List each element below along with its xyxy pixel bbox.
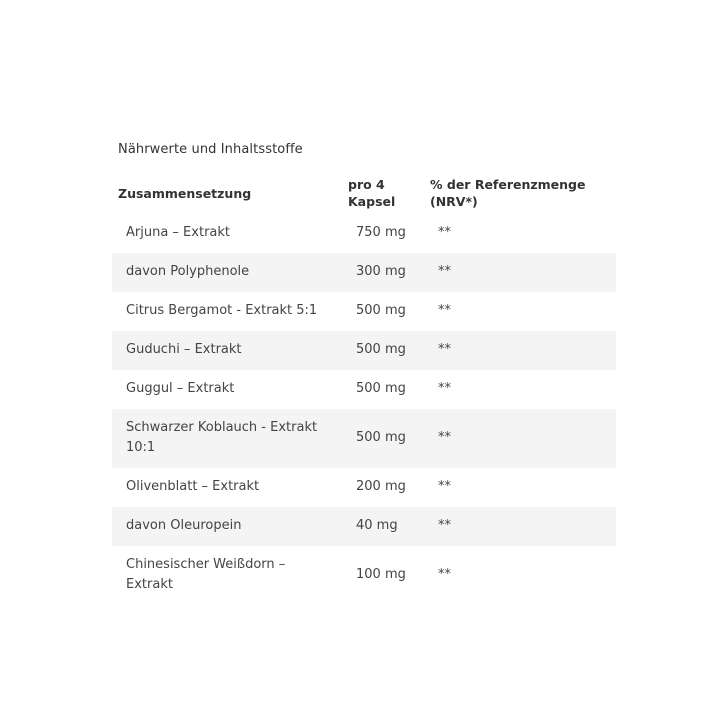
ingredient-name: Guduchi – Extrakt (112, 331, 342, 370)
ingredient-amount: 500 mg (342, 331, 424, 370)
table-row (112, 214, 616, 253)
ingredient-amount: 100 mg (356, 567, 406, 582)
header-nrv: % der Referenzmenge (NRV*) (430, 177, 586, 209)
ingredient-nrv: ** (424, 331, 616, 370)
ingredient-name: Olivenblatt – Extrakt (126, 479, 260, 494)
ingredient-amount: 500 mg (356, 303, 406, 318)
table-caption: Nährwerte und Inhaltsstoffe (118, 142, 303, 157)
ingredient-amount: 200 mg (356, 479, 406, 494)
ingredient-name: davon Oleuropein (112, 507, 342, 546)
ingredient-nrv: ** (438, 303, 451, 318)
ingredient-name: Schwarzer Koblauch - Extrakt 10:1 (112, 409, 342, 468)
ingredient-nrv: ** (424, 507, 616, 546)
table-row (112, 468, 616, 507)
table-row (112, 507, 616, 546)
table-row (112, 331, 616, 370)
ingredient-name: davon Polyphenole (112, 253, 342, 292)
table-header-row (112, 170, 616, 214)
ingredient-name: Citrus Bergamot - Extrakt 5:1 (126, 303, 318, 318)
ingredient-nrv: ** (438, 381, 451, 396)
ingredient-nrv: ** (438, 567, 451, 582)
ingredient-amount: 40 mg (342, 507, 424, 546)
ingredient-amount: 500 mg (356, 381, 406, 396)
ingredient-name: Arjuna – Extrakt (126, 225, 230, 240)
table-row (112, 409, 616, 468)
ingredient-nrv: ** (438, 225, 451, 240)
nutrition-table (112, 170, 616, 605)
ingredient-name: Guggul – Extrakt (126, 381, 235, 396)
header-per-dose: pro 4 Kapsel (348, 177, 396, 209)
table-row (112, 292, 616, 331)
table-row (112, 253, 616, 292)
ingredient-amount: 750 mg (356, 225, 406, 240)
header-composition: Zusammensetzung (118, 185, 252, 201)
ingredient-amount: 300 mg (342, 253, 424, 292)
ingredient-nrv: ** (424, 409, 616, 468)
table-row (112, 546, 616, 605)
ingredient-name: Chinesischer Weißdorn – Extrakt (126, 557, 286, 592)
table-row (112, 370, 616, 409)
ingredient-amount: 500 mg (342, 409, 424, 468)
ingredient-nrv: ** (424, 253, 616, 292)
ingredient-nrv: ** (438, 479, 451, 494)
